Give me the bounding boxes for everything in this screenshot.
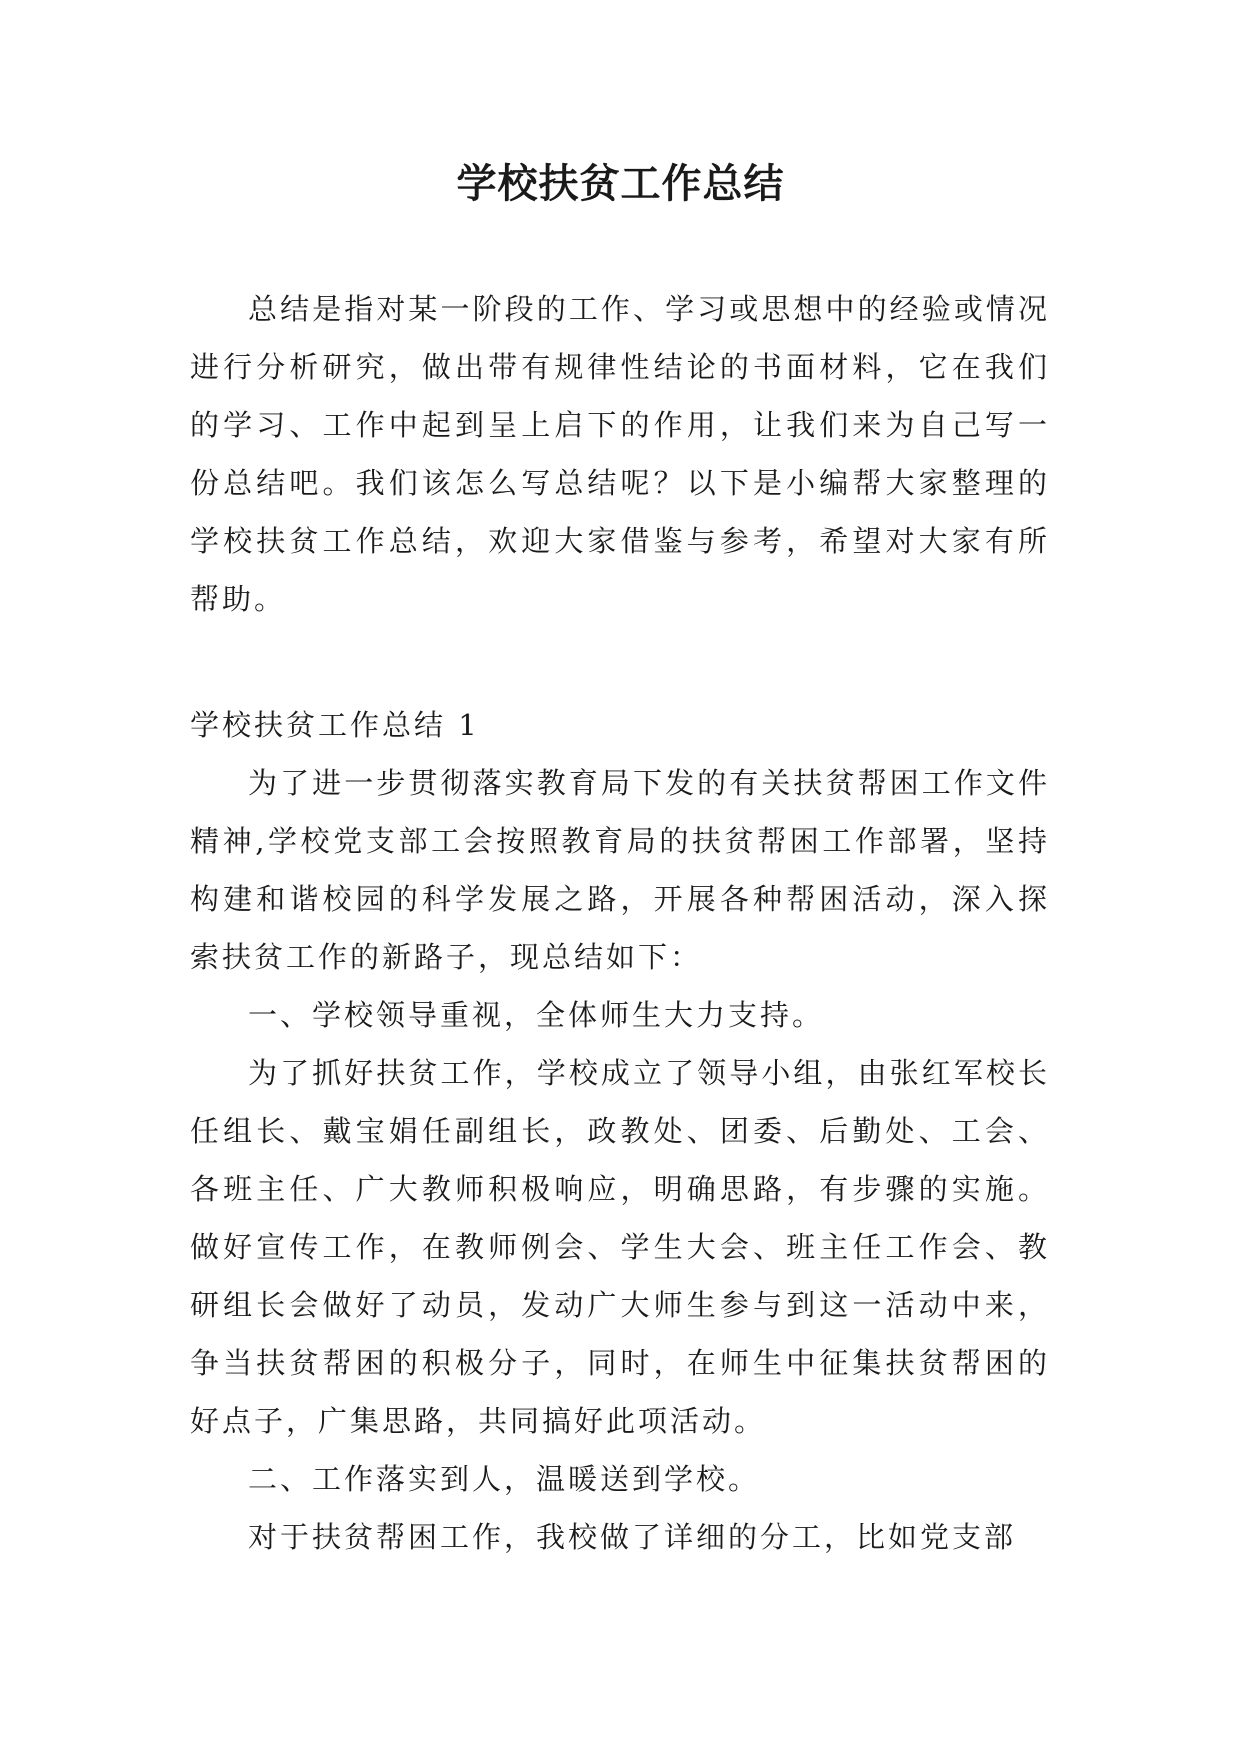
document-body: [190, 280, 1050, 1566]
body-paragraph: 为了抓好扶贫工作，学校成立了领导小组，由张红军校长任组长、戴宝娟任副组长，政教处、团委、后勤处、工会、各班主任、广大教师积极响应，明确思路，有步骤的实施。做好宣传工作，在教师例会、学生大会、班主任工作会、教研组长会做好了动员，发动广大师生参与到这一活动中来，争当扶贫帮困的积极分子，同时，在师生中征集扶贫帮困的好点子，广集思路，共同搞好此项活动。: [190, 1056, 1050, 1438]
body-paragraph: 为了进一步贯彻落实教育局下发的有关扶贫帮困工作文件精神,学校党支部工会按照教育局的扶贫帮困工作部署，坚持构建和谐校园的科学发展之路，开展各种帮困活动，深入探索扶贫工作的新路子，现总结如下：: [190, 766, 1050, 974]
body-paragraph: 对于扶贫帮困工作，我校做了详细的分工，比如党支部: [248, 1520, 1017, 1554]
subheading-paragraph: 一、学校领导重视，全体师生大力支持。: [248, 998, 825, 1032]
intro-paragraph: 总结是指对某一阶段的工作、学习或思想中的经验或情况进行分析研究，做出带有规律性结论的书面材料，它在我们的学习、工作中起到呈上启下的作用，让我们来为自己写一份总结吧。我们该怎么写总结呢？以下是小编帮大家整理的学校扶贫工作总结，欢迎大家借鉴与参考，希望对大家有所帮助。: [190, 292, 1050, 616]
subheading-paragraph: 二、工作落实到人，温暖送到学校。: [248, 1462, 761, 1496]
document-title: 学校扶贫工作总结: [456, 161, 785, 207]
section-title: 学校扶贫工作总结 1: [190, 708, 480, 742]
